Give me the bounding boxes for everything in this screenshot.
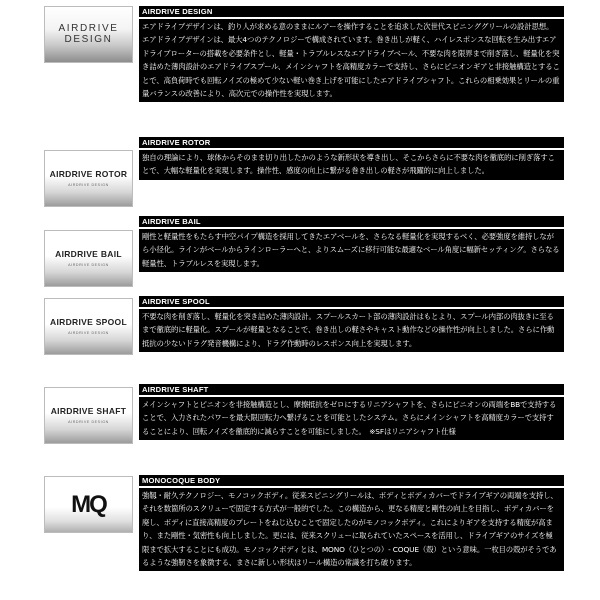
- logo-text: AIRDRIVE BAIL: [55, 249, 122, 260]
- section-title: AIRDRIVE SPOOL: [139, 296, 564, 307]
- section-description: メインシャフトとピニオンを非接触構造とし、摩擦抵抗をゼロにするリニアシャフトを、さらにピニオンの両端をBBで支持することで、入力されたパワーを最大限回転力へ繋げることを可能としたシステム。さらにメインシャフトを高精度カラーで支持することにより、回転ノイズを徹底的に減らすことを可能にしました。 ※SFはリニアシャフト仕様: [139, 397, 564, 440]
- section-description: 剛性と軽量性をもたらす中空パイプ構造を採用してきたエアベールを、さらなる軽量化を実現するべく、必要強度を維持しながら小径化。ラインがベールからラインローラーへと、よりスムーズに移行可能な最適なベール角度に幅新セッティング。さらなる軽量性、トラブルレスを実現します。: [139, 229, 564, 272]
- airdrive-shaft-logo: [44, 387, 133, 444]
- monocoque-logo: [44, 476, 133, 533]
- mq-logo-icon: MQ: [71, 490, 106, 518]
- logo-text: AIRDRIVE SPOOL: [50, 317, 127, 328]
- section-title: MONOCOQUE BODY: [139, 475, 564, 486]
- section-title: AIRDRIVE BAIL: [139, 216, 564, 227]
- section-description: 不要な肉を削ぎ落し、軽量化を突き詰めた薄肉設計。スプールスカート部の薄肉設計はもとより、スプール内部の肉抜きに至るまで徹底的に軽量化。スプールが軽量となることで、巻き出しの軽さやキャスト動作などの操作性が向上しました。さらに作動抵抗の少ないドラグ発音機構により、ドラグ作動時のレスポンス向上を実現します。: [139, 309, 564, 352]
- logo-subtext: AIRDRIVE DESIGN: [68, 330, 109, 335]
- section-description: エアドライブデザインは、釣り人が求める意のままにルアーを操作することを追求した次世代スピニンググリールの設計思想。エアドライブデザインは、最大4つのテクノロジーで構成されています。巻き出しが軽く、ハイレスポンスな回転を生み出すエアドライブローターの搭載を必要条件とし、軽量・トラブルレスなエアドライブベール、不要な肉を限界まで削ぎ落し、軽量化を突き詰めた薄肉設計のエアドライブスプール、メインシャフトを高精度カラーで支持し、さらにピニオンギアと非接触構造とすることで、高負荷時でも回転ノイズの極めて少ない軽い巻き上げを可能にしたエアドライブシャフト。これらの相乗効果とリールの重量バランスの改善により、高次元での操作性を実現します。: [139, 19, 564, 102]
- logo-subtext: AIRDRIVE DESIGN: [68, 419, 109, 424]
- section-title: AIRDRIVE SHAFT: [139, 384, 564, 395]
- section-description: 強靱・耐久テクノロジー、モノコックボディ。従来スピニングリールは、ボディとボディカバーでドライブギアの両端を支持し、それを数箇所のスクリューで固定する方式が一般的でした。この構造から、更なる精度と剛性の向上を目指し、ボディカバーを廃し、ボディに直接高精度のプレートをねじ込むことで固定したのがモノコックボディ。これによりギアを支持する精度が高まり、また剛性・気密性も向上しました。更には、従来スクリューに取られていたスペースを活用し、ドライブギアのサイズを極限まで拡大することにも成功。モノコックボディとは、MONO（ひとつの）- COQUE（殻）という意味。一枚目の殻がそうであるような強靭さを象徴する、まさに新しい形状はリール構造の常識を打ち破ります。: [139, 488, 564, 571]
- airdrive-bail-logo: [44, 230, 133, 287]
- section-title: AIRDRIVE DESIGN: [139, 6, 564, 17]
- logo-text: AIRDRIVE DESIGN: [58, 23, 119, 45]
- logo-text: AIRDRIVE SHAFT: [50, 406, 127, 417]
- airdrive-design-logo: [44, 6, 133, 63]
- section-description: 独自の理論により、球体からそのまま切り出したかのような新形状を導き出し、そこからさらに不要な肉を徹底的に削ぎ落すことで、大幅な軽量化を実現します。操作性、感度の向上に繋がる巻き出しの軽さが飛躍的に向上しました。: [139, 150, 564, 180]
- logo-text: AIRDRIVE ROTOR: [49, 169, 128, 180]
- airdrive-spool-logo: [44, 298, 133, 355]
- airdrive-rotor-logo: [44, 150, 133, 207]
- section-title: AIRDRIVE ROTOR: [139, 137, 564, 148]
- logo-subtext: AIRDRIVE DESIGN: [68, 262, 109, 267]
- logo-subtext: AIRDRIVE DESIGN: [68, 182, 109, 187]
